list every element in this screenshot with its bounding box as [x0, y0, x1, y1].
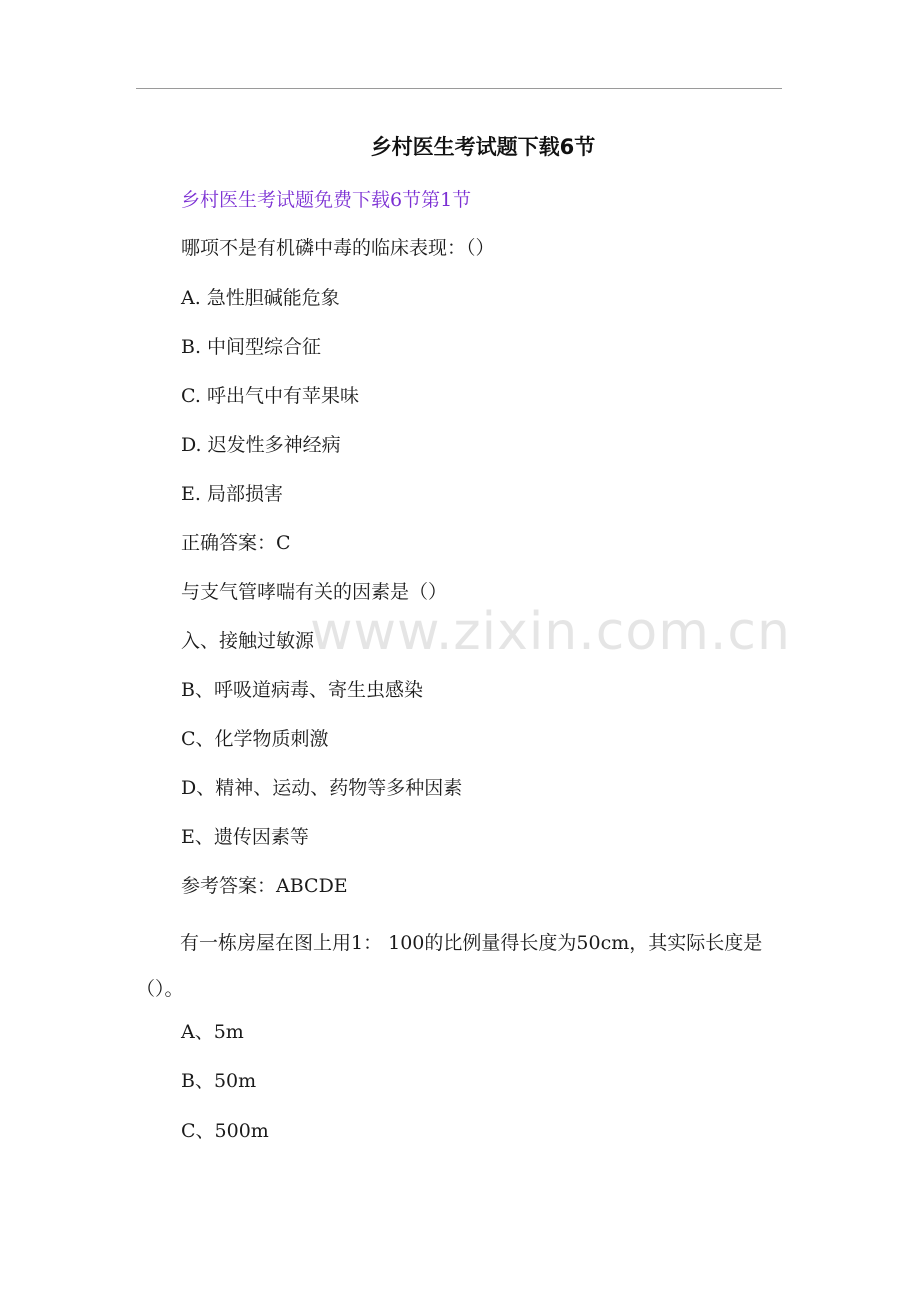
q1-answer: 正确答案：C [181, 532, 291, 554]
q1-option-e: E. 局部损害 [181, 483, 283, 505]
watermark: www.zixin.com.cn [310, 602, 791, 662]
q2-option-e: E、遗传因素等 [181, 826, 309, 848]
q2-answer: 参考答案：ABCDE [181, 875, 348, 897]
header-rule [136, 88, 782, 89]
question-3: 有一栋房屋在图上用1： 100的比例量得长度为50cm，其实际长度是（）。 [136, 932, 763, 1000]
q3-option-c: C、500m [181, 1120, 269, 1142]
question-1: 哪项不是有机磷中毒的临床表现：（） [181, 237, 495, 259]
question-2: 与支气管哮喘有关的因素是（） [181, 581, 448, 603]
q3-option-a: A、5m [181, 1021, 244, 1043]
q2-option-b: B、呼吸道病毒、寄生虫感染 [181, 679, 423, 701]
q2-option-a: 入、接触过敏源 [181, 630, 315, 652]
q1-option-b: B. 中间型综合征 [181, 336, 322, 358]
document-title: 乡村医生考试题下载6节 [370, 135, 596, 159]
q1-option-c: C. 呼出气中有苹果味 [181, 385, 359, 407]
q2-option-c: C、化学物质刺激 [181, 728, 329, 750]
q3-option-b: B、50m [181, 1070, 257, 1092]
q1-option-d: D. 迟发性多神经病 [181, 434, 341, 456]
q1-option-a: A. 急性胆碱能危象 [181, 287, 340, 309]
section-heading: 乡村医生考试题免费下载6节第1节 [181, 189, 472, 211]
q2-option-d: D、精神、运动、药物等多种因素 [181, 777, 463, 799]
